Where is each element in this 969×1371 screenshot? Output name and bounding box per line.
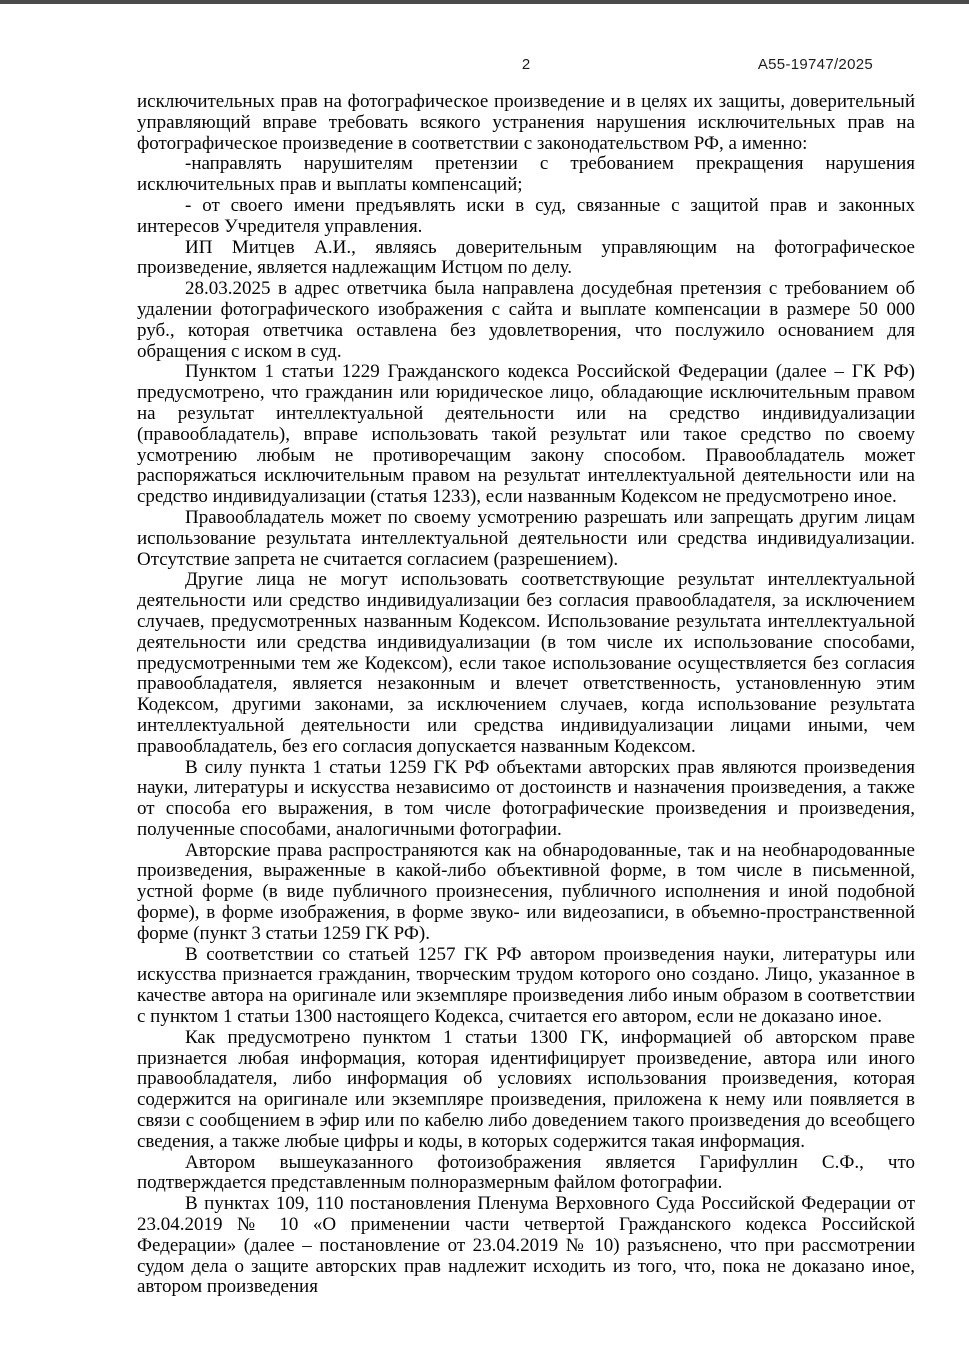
paragraph: Другие лица не могут использовать соответствующие результат интеллектуальной деятельности или средство индивидуализации без согласия правообладателя, за исключением случаев, предусмотренных названным Кодексом. Использование результата интеллектуальной деятельности или средства индивидуализации (в том числе их использование способами, предусмотренными тем же Кодексом), если такое использование осуществляется без согласия правообладателя, является незаконным и влечет ответственность, установленную этим Кодексом, другими законами, за исключением случаев, когда использование результата интеллектуальной деятельности или средства индивидуализации лицами иными, чем правообладатель, без его согласия допускается названным Кодексом. [137,569,915,757]
paragraph: исключительных прав на фотографическое произведение и в целях их защиты, доверительный управляющий вправе требовать всякого устранения нарушения исключительных прав на фотографическое произведение в соответствии с законодательством РФ, а именно: [137,91,915,154]
paragraph: Пунктом 1 статьи 1229 Гражданского кодекса Российской Федерации (далее – ГК РФ) предусмотрено, что гражданин или юридическое лицо, обладающие исключительным правом на результат интеллектуальной деятельности или на средство индивидуализации (правообладатель), вправе использовать такой результат или такое средство по своему усмотрению любым не противоречащим закону способом. Правообладатель может распоряжаться исключительным правом на результат интеллектуальной деятельности или на средство индивидуализации (статья 1233), если названным Кодексом не предусмотрено иное. [137,361,915,508]
paragraph: В пунктах 109, 110 постановления Пленума Верховного Суда Российской Федерации от 23.04.2019 № 10 «О применении части четвертой Гражданского кодекса Российской Федерации» (далее – постановление от 23.04.2019 № 10) разъяснено, что при рассмотрении судом дела о защите авторских прав надлежит исходить из того, что, пока не доказано иное, автором произведения [137,1193,915,1298]
page-number: 2 [521,56,531,73]
paragraph: - от своего имени предъявлять иски в суд, связанные с защитой прав и законных интересов Учредителя управления. [137,194,915,237]
paragraph: Автором вышеуказанного фотоизображения является Гарифуллин С.Ф., что подтверждается представленным полноразмерным файлом фотографии. [137,1151,915,1194]
paragraph: В соответствии со статьей 1257 ГК РФ автором произведения науки, литературы или искусства признается гражданин, творческим трудом которого оно создано. Лицо, указанное в качестве автора на оригинале или экземпляре произведения либо иным образом в соответствии с пунктом 1 статьи 1300 настоящего Кодекса, считается его автором, если не доказано иное. [137,943,915,1028]
case-number: А55-19747/2025 [757,56,873,73]
paragraph: ИП Митцев А.И., являясь доверительным управляющим на фотографическое произведение, является надлежащим Истцом по делу. [137,236,915,279]
document-body [137,92,915,1298]
paragraph: Правообладатель может по своему усмотрению разрешать или запрещать другим лицам использование результата интеллектуальной деятельности или средства индивидуализации. Отсутствие запрета не считается согласием (разрешением). [137,506,915,570]
paragraph: В силу пункта 1 статьи 1259 ГК РФ объектами авторских прав являются произведения науки, литературы и искусства независимо от достоинств и назначения произведения, а также от способа его выражения, в том числе фотографические произведения и произведения, полученные способами, аналогичными фотографии. [137,756,915,840]
window-top-edge [0,0,969,4]
page-header [137,56,915,74]
paragraph: 28.03.2025 в адрес ответчика была направлена досудебная претензия с требованием об удалении фотографического изображения с сайта и выплате компенсации в размере 50 000 руб., которая ответчика оставлена без удовлетворения, что послужило основанием для обращения с иском в суд. [137,278,915,362]
paragraph: Авторские права распространяются как на обнародованные, так и на необнародованные произведения, выраженные в какой-либо объективной форме, в том числе в письменной, устной форме (в виде публичного произнесения, публичного исполнения и иной подобной форме), в форме изображения, в форме звуко- или видеозаписи, в объемно-пространственной форме (пункт 3 статьи 1259 ГК РФ). [137,839,915,944]
court-document-page [137,56,915,1298]
paragraph: Как предусмотрено пунктом 1 статьи 1300 ГК, информацией об авторском праве признается любая информация, которая идентифицирует произведение, автора или иного правообладателя, либо информация об условиях использования произведения, которая содержится на оригинале или экземпляре произведения, приложена к нему или появляется в связи с сообщением в эфир или по кабелю либо доведением такого произведения до всеобщего сведения, а также любые цифры и коды, в которых содержится такая информация. [137,1026,915,1152]
paragraph: -направлять нарушителям претензии с требованием прекращения нарушения исключительных прав и выплаты компенсаций; [137,153,915,196]
